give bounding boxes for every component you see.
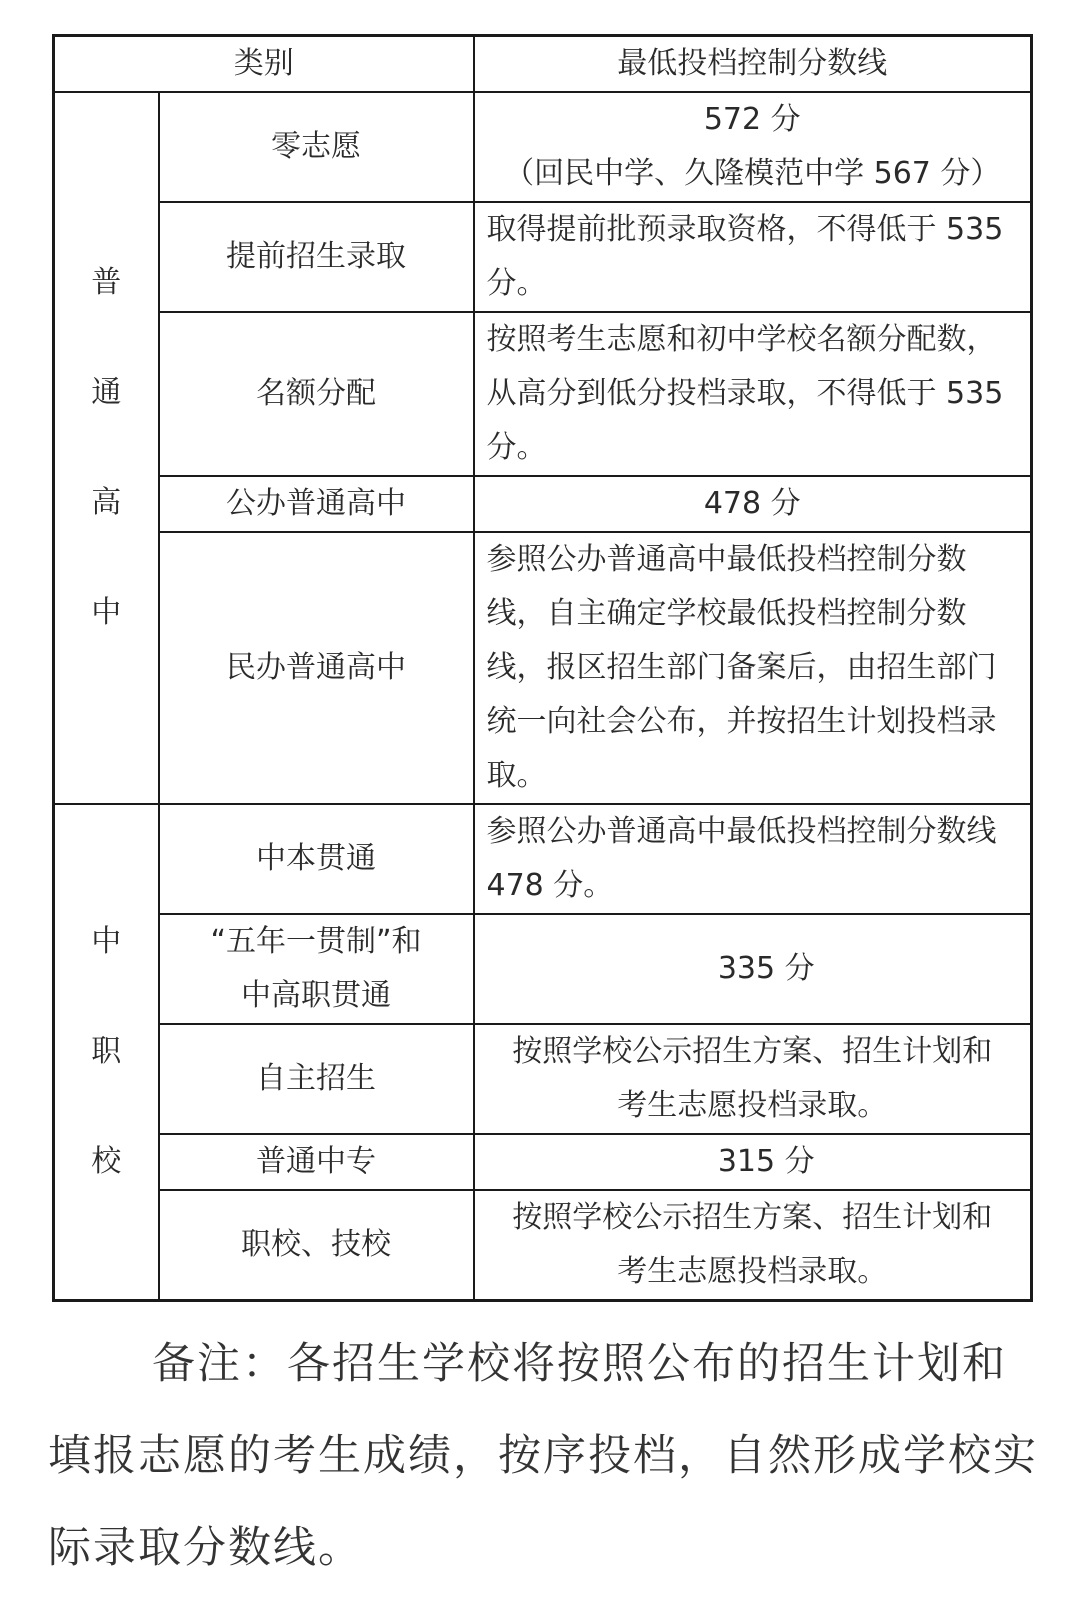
group-label-vocational-school: 中 职 校 <box>54 804 159 1301</box>
header-category: 类别 <box>54 36 474 93</box>
row-value: 参照公办普通高中最低投档控制分数线，自主确定学校最低投档控制分数线，报区招生部门备案后，由招生部门统一向社会公布，并按招生计划投档录取。 <box>474 532 1032 804</box>
table-row <box>54 202 1032 312</box>
row-value: 按照学校公示招生方案、招生计划和 考生志愿投档录取。 <box>474 1190 1032 1301</box>
group-label-general-high-school: 普 通 高 中 <box>54 92 159 804</box>
row-value: 取得提前批预录取资格，不得低于 535 分。 <box>474 202 1032 312</box>
footnote-text: 备注：各招生学校将按照公布的招生计划和填报志愿的考生成绩，按序投档，自然形成学校实际录取分数线。 <box>48 1339 1038 1573</box>
footnote <box>48 1318 1038 1594</box>
row-value: 572 分 （回民中学、久隆模范中学 567 分） <box>474 92 1032 202</box>
table-header-row <box>54 36 1032 93</box>
row-category: 公办普通高中 <box>159 476 474 532</box>
header-score: 最低投档控制分数线 <box>474 36 1032 93</box>
row-category: 职校、技校 <box>159 1190 474 1301</box>
row-category: 民办普通高中 <box>159 532 474 804</box>
table-row <box>54 804 1032 914</box>
row-value: 参照公办普通高中最低投档控制分数线 478 分。 <box>474 804 1032 914</box>
row-category: 提前招生录取 <box>159 202 474 312</box>
table-row <box>54 532 1032 804</box>
row-category: 名额分配 <box>159 312 474 476</box>
table-row <box>54 1024 1032 1134</box>
row-value: 按照学校公示招生方案、招生计划和 考生志愿投档录取。 <box>474 1024 1032 1134</box>
table-row <box>54 1134 1032 1190</box>
table-row <box>54 92 1032 202</box>
table-row <box>54 914 1032 1024</box>
row-category: 自主招生 <box>159 1024 474 1134</box>
row-value: 478 分 <box>474 476 1032 532</box>
row-value: 315 分 <box>474 1134 1032 1190</box>
table-row <box>54 312 1032 476</box>
row-category: 中本贯通 <box>159 804 474 914</box>
score-table <box>52 34 1033 1302</box>
table-row <box>54 476 1032 532</box>
row-value: 按照考生志愿和初中学校名额分配数，从高分到低分投档录取，不得低于 535 分。 <box>474 312 1032 476</box>
row-category: “五年一贯制”和 中高职贯通 <box>159 914 474 1024</box>
row-category: 普通中专 <box>159 1134 474 1190</box>
row-value: 335 分 <box>474 914 1032 1024</box>
row-category: 零志愿 <box>159 92 474 202</box>
table-row <box>54 1190 1032 1301</box>
